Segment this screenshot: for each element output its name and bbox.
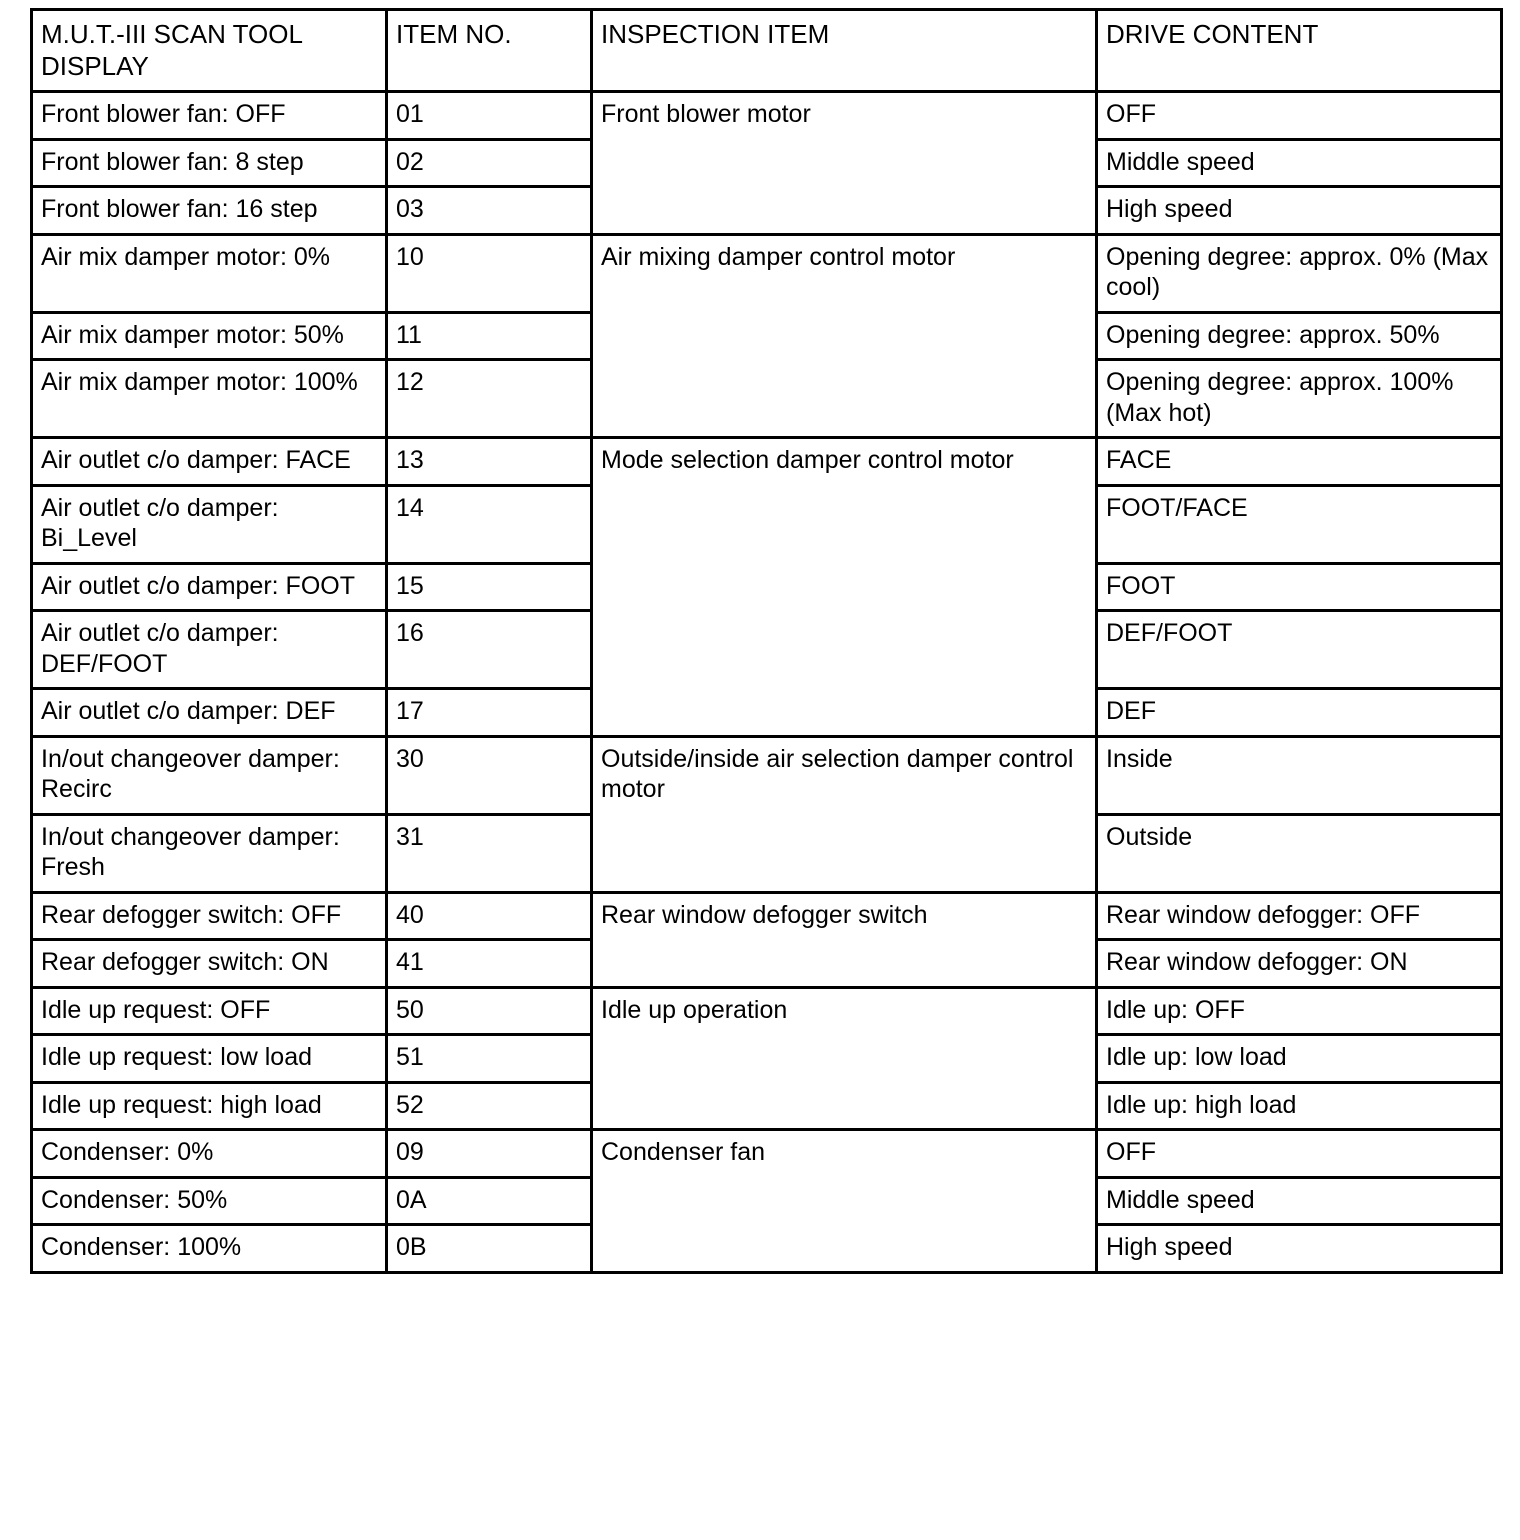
cell-inspection-item: Front blower motor bbox=[592, 92, 1097, 235]
cell-item-no: 02 bbox=[387, 139, 592, 187]
cell-item-no: 10 bbox=[387, 234, 592, 312]
cell-drive-content: FOOT/FACE bbox=[1097, 485, 1502, 563]
column-header-item-no: ITEM NO. bbox=[387, 10, 592, 92]
cell-item-no: 17 bbox=[387, 689, 592, 737]
cell-scan-tool-display: Air outlet c/o damper: DEF/FOOT bbox=[32, 611, 387, 689]
cell-scan-tool-display: Front blower fan: OFF bbox=[32, 92, 387, 140]
cell-scan-tool-display: Rear defogger switch: OFF bbox=[32, 892, 387, 940]
cell-item-no: 0A bbox=[387, 1177, 592, 1225]
cell-drive-content: OFF bbox=[1097, 92, 1502, 140]
cell-drive-content: Middle speed bbox=[1097, 1177, 1502, 1225]
cell-item-no: 40 bbox=[387, 892, 592, 940]
cell-scan-tool-display: Air mix damper motor: 0% bbox=[32, 234, 387, 312]
cell-item-no: 30 bbox=[387, 736, 592, 814]
cell-scan-tool-display: Condenser: 50% bbox=[32, 1177, 387, 1225]
cell-item-no: 50 bbox=[387, 987, 592, 1035]
cell-drive-content: Opening degree: approx. 0% (Max cool) bbox=[1097, 234, 1502, 312]
table-header bbox=[32, 10, 1502, 92]
cell-scan-tool-display: Condenser: 100% bbox=[32, 1225, 387, 1273]
cell-drive-content: High speed bbox=[1097, 187, 1502, 235]
cell-drive-content: OFF bbox=[1097, 1130, 1502, 1178]
column-header-inspection-item: INSPECTION ITEM bbox=[592, 10, 1097, 92]
column-header-drive-content: DRIVE CONTENT bbox=[1097, 10, 1502, 92]
cell-drive-content: Idle up: high load bbox=[1097, 1082, 1502, 1130]
cell-scan-tool-display: In/out changeover damper: Fresh bbox=[32, 814, 387, 892]
cell-scan-tool-display: Idle up request: OFF bbox=[32, 987, 387, 1035]
cell-scan-tool-display: Air outlet c/o damper: FOOT bbox=[32, 563, 387, 611]
cell-item-no: 0B bbox=[387, 1225, 592, 1273]
table-row bbox=[32, 92, 1502, 140]
inspection-table bbox=[30, 8, 1503, 1274]
cell-drive-content: Outside bbox=[1097, 814, 1502, 892]
cell-scan-tool-display: Front blower fan: 16 step bbox=[32, 187, 387, 235]
cell-scan-tool-display: Idle up request: low load bbox=[32, 1035, 387, 1083]
cell-drive-content: Inside bbox=[1097, 736, 1502, 814]
cell-inspection-item: Mode selection damper control motor bbox=[592, 438, 1097, 737]
cell-scan-tool-display: Air outlet c/o damper: Bi_Level bbox=[32, 485, 387, 563]
cell-item-no: 03 bbox=[387, 187, 592, 235]
column-header-scan-tool-display: M.U.T.-III SCAN TOOL DISPLAY bbox=[32, 10, 387, 92]
cell-scan-tool-display: Air mix damper motor: 100% bbox=[32, 360, 387, 438]
cell-drive-content: Middle speed bbox=[1097, 139, 1502, 187]
table-body bbox=[32, 92, 1502, 1273]
cell-drive-content: Opening degree: approx. 100% (Max hot) bbox=[1097, 360, 1502, 438]
table-row bbox=[32, 892, 1502, 940]
cell-drive-content: Idle up: OFF bbox=[1097, 987, 1502, 1035]
table-header-row bbox=[32, 10, 1502, 92]
cell-item-no: 12 bbox=[387, 360, 592, 438]
cell-item-no: 13 bbox=[387, 438, 592, 486]
cell-inspection-item: Condenser fan bbox=[592, 1130, 1097, 1273]
table-row bbox=[32, 736, 1502, 814]
cell-drive-content: DEF bbox=[1097, 689, 1502, 737]
table-row bbox=[32, 1130, 1502, 1178]
cell-item-no: 16 bbox=[387, 611, 592, 689]
cell-scan-tool-display: Front blower fan: 8 step bbox=[32, 139, 387, 187]
cell-item-no: 14 bbox=[387, 485, 592, 563]
table-row bbox=[32, 438, 1502, 486]
cell-item-no: 01 bbox=[387, 92, 592, 140]
cell-drive-content: Idle up: low load bbox=[1097, 1035, 1502, 1083]
cell-scan-tool-display: Air outlet c/o damper: DEF bbox=[32, 689, 387, 737]
cell-item-no: 51 bbox=[387, 1035, 592, 1083]
cell-drive-content: Rear window defogger: OFF bbox=[1097, 892, 1502, 940]
cell-drive-content: Opening degree: approx. 50% bbox=[1097, 312, 1502, 360]
cell-drive-content: FOOT bbox=[1097, 563, 1502, 611]
cell-scan-tool-display: Air outlet c/o damper: FACE bbox=[32, 438, 387, 486]
cell-drive-content: FACE bbox=[1097, 438, 1502, 486]
cell-item-no: 52 bbox=[387, 1082, 592, 1130]
table-row bbox=[32, 234, 1502, 312]
cell-item-no: 09 bbox=[387, 1130, 592, 1178]
cell-drive-content: High speed bbox=[1097, 1225, 1502, 1273]
cell-drive-content: DEF/FOOT bbox=[1097, 611, 1502, 689]
cell-scan-tool-display: In/out changeover damper: Recirc bbox=[32, 736, 387, 814]
cell-item-no: 15 bbox=[387, 563, 592, 611]
cell-scan-tool-display: Condenser: 0% bbox=[32, 1130, 387, 1178]
cell-item-no: 31 bbox=[387, 814, 592, 892]
cell-item-no: 41 bbox=[387, 940, 592, 988]
cell-inspection-item: Rear window defogger switch bbox=[592, 892, 1097, 987]
cell-inspection-item: Idle up operation bbox=[592, 987, 1097, 1130]
cell-inspection-item: Air mixing damper control motor bbox=[592, 234, 1097, 438]
cell-drive-content: Rear window defogger: ON bbox=[1097, 940, 1502, 988]
cell-inspection-item: Outside/inside air selection damper control motor bbox=[592, 736, 1097, 892]
cell-item-no: 11 bbox=[387, 312, 592, 360]
cell-scan-tool-display: Rear defogger switch: ON bbox=[32, 940, 387, 988]
table-row bbox=[32, 987, 1502, 1035]
cell-scan-tool-display: Idle up request: high load bbox=[32, 1082, 387, 1130]
cell-scan-tool-display: Air mix damper motor: 50% bbox=[32, 312, 387, 360]
